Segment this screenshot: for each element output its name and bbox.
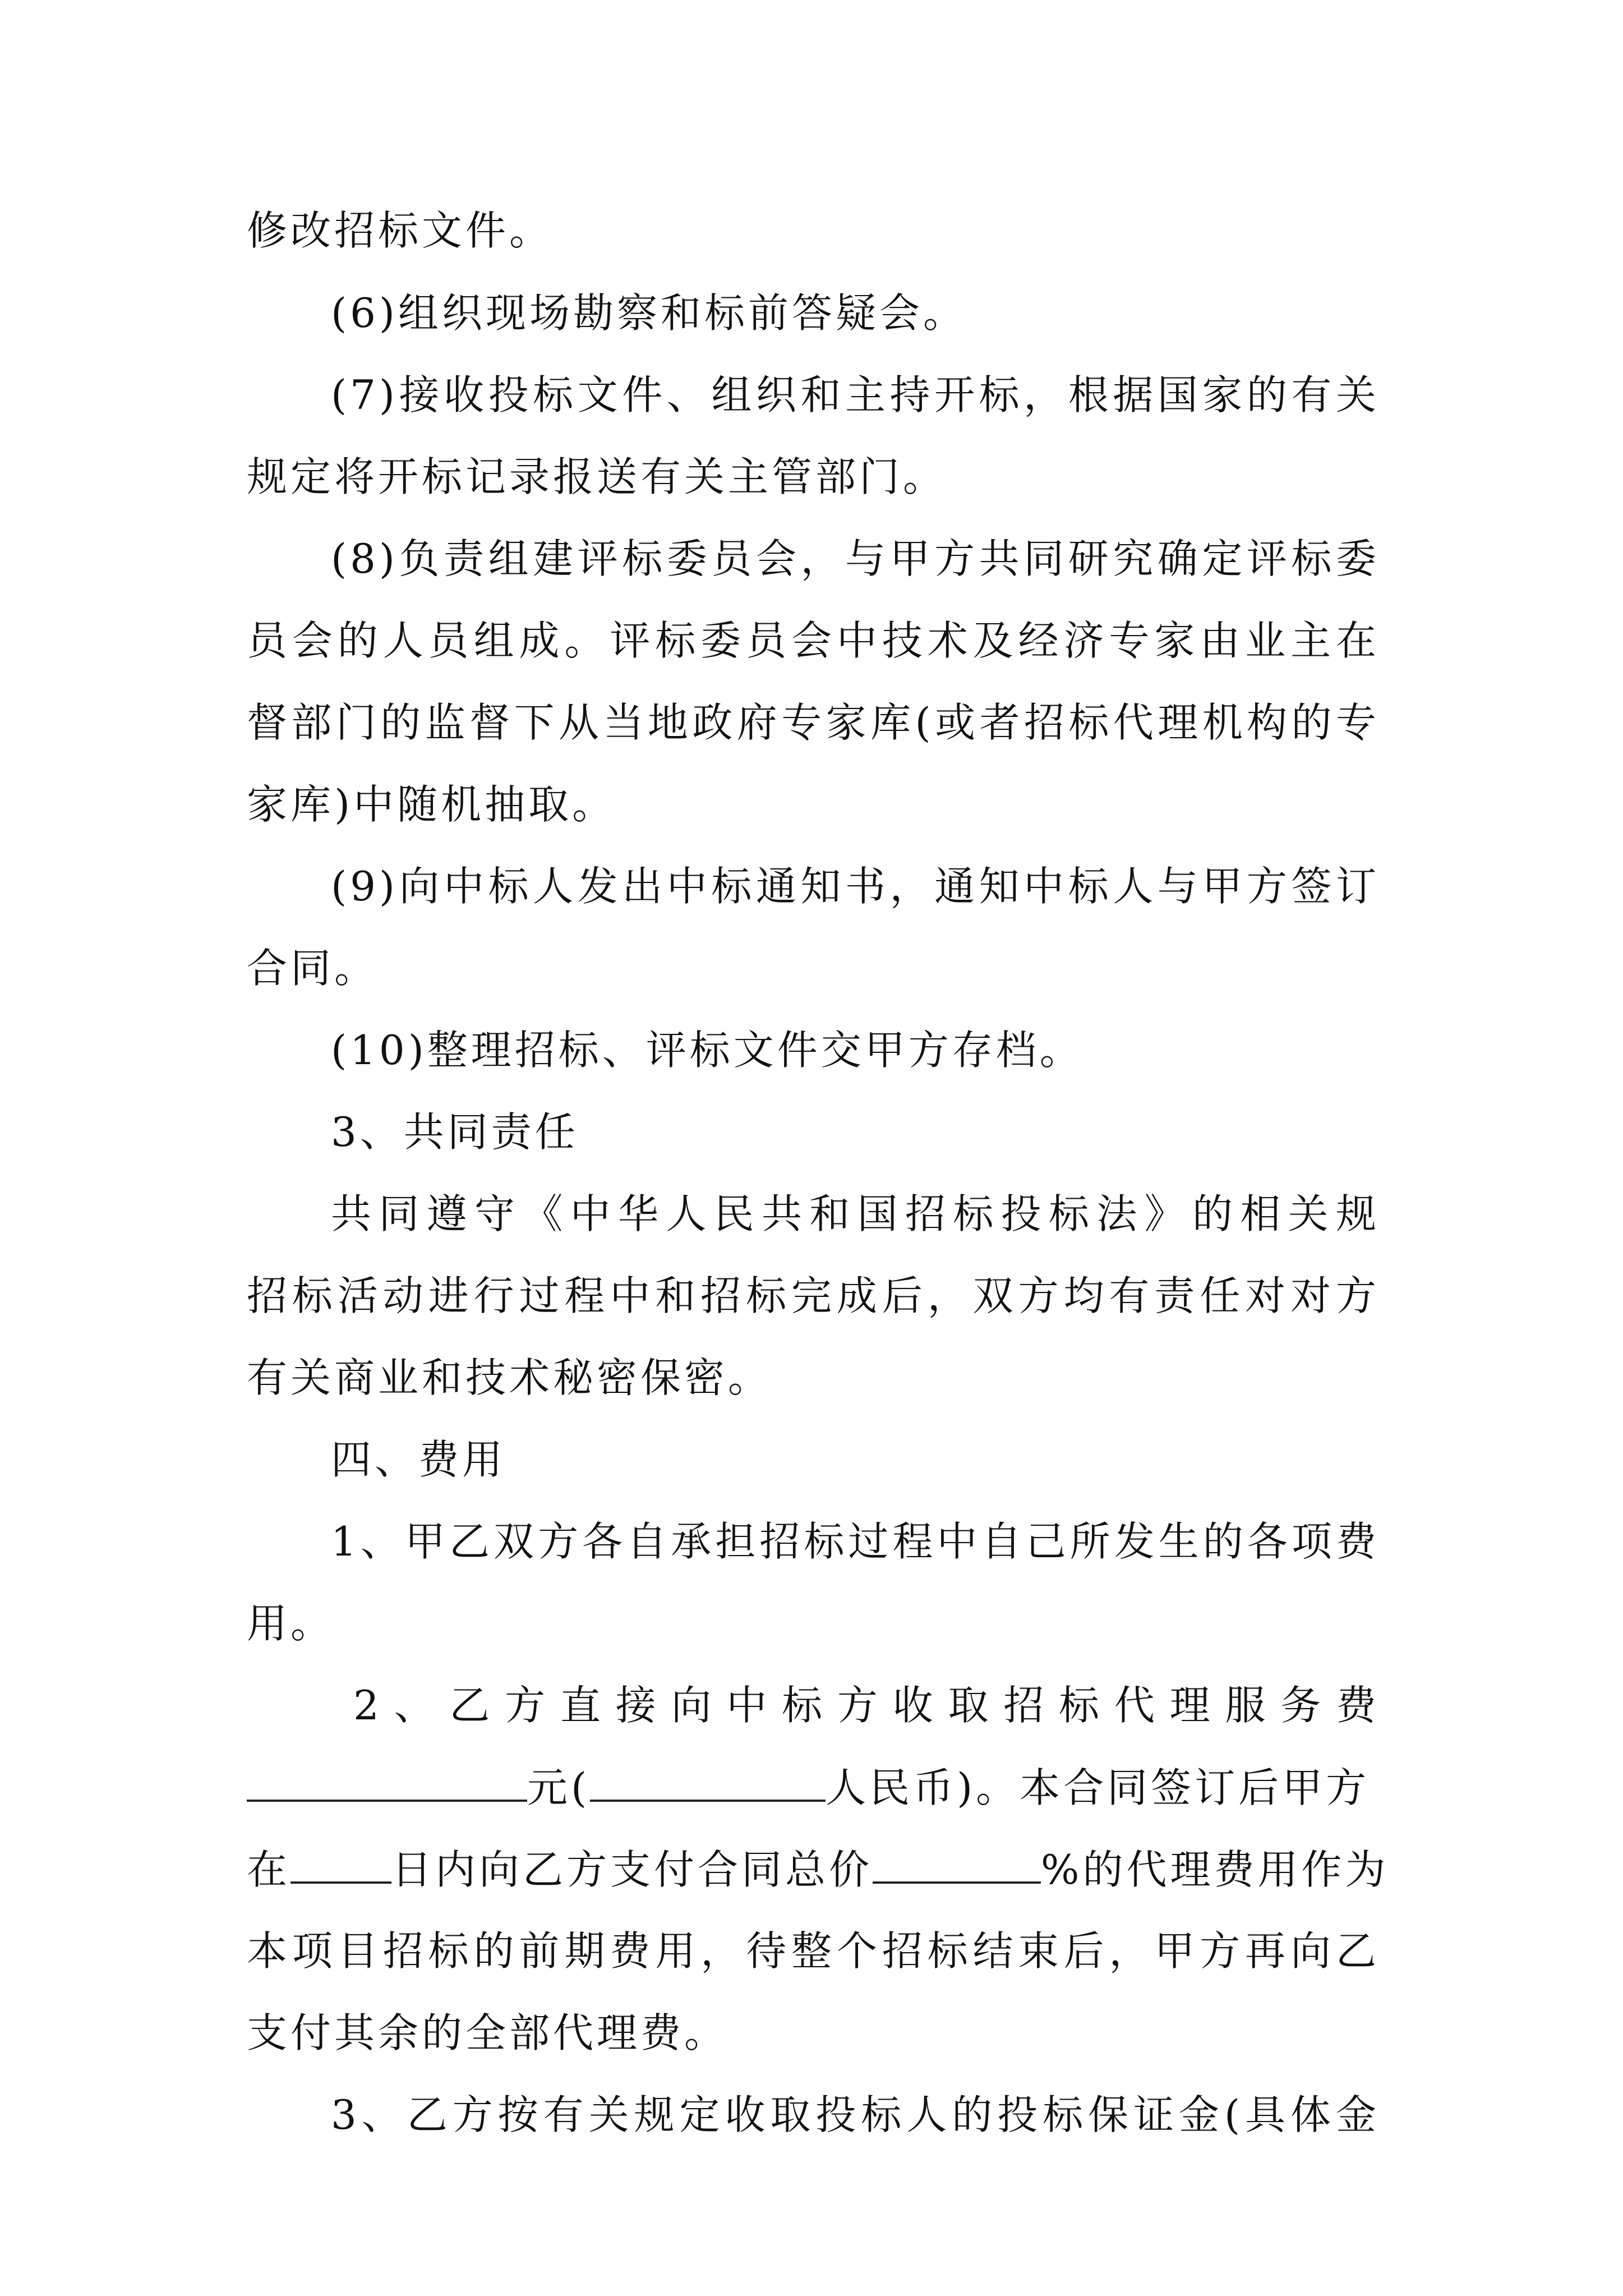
percent-blank[interactable] — [873, 1842, 1041, 1884]
paragraph-line: 家库)中随机抽取。 — [247, 781, 616, 828]
paragraph-line: (9)向中标人发出中标通知书，通知中标人与甲方签订 — [331, 863, 1380, 910]
fee-currency-blank[interactable] — [590, 1760, 826, 1802]
paragraph-line: 合同。 — [247, 945, 379, 992]
paragraph-line: 员会的人员组成。评标委员会中技术及经济专家由业主在 — [247, 617, 1380, 664]
blank-label: %的代理费用作为 — [1041, 1846, 1389, 1893]
paragraph-line: (8)负责组建评标委员会，与甲方共同研究确定评标委 — [331, 535, 1380, 582]
paragraph-line: 督部门的监督下从当地政府专家库(或者招标代理机构的专 — [247, 699, 1380, 746]
paragraph-line — [247, 1842, 1389, 1896]
paragraph-line: 用。 — [247, 1600, 335, 1647]
paragraph-line: 共同遵守《中华人民共和国招标投标法》的相关规 — [331, 1190, 1380, 1237]
paragraph-line: 支付其余的全部代理费。 — [247, 2009, 728, 2056]
paragraph-line: 1、甲乙双方各自承担招标过程中自己所发生的各项费 — [331, 1518, 1380, 1565]
paragraph-line: 规定将开标记录报送有关主管部门。 — [247, 453, 947, 500]
days-blank[interactable] — [291, 1842, 391, 1884]
blank-label: 日内向乙方支付合同总价 — [391, 1846, 873, 1893]
paragraph-line: 3、乙方按有关规定收取投标人的投标保证金(具体金 — [331, 2091, 1380, 2138]
paragraph-line — [247, 1760, 1380, 1814]
blank-label: 人民币)。本合同签订后甲方 — [826, 1764, 1370, 1811]
fee-amount-blank[interactable] — [247, 1760, 527, 1802]
paragraph-line: (7)接收投标文件、组织和主持开标，根据国家的有关 — [331, 371, 1380, 418]
section-heading: 四、费用 — [331, 1436, 506, 1483]
paragraph-line: 修改招标文件。 — [247, 207, 554, 254]
paragraph-line: 2、乙方直接向中标方收取招标代理服务费 — [353, 1682, 1380, 1729]
paragraph-line: (10)整理招标、评标文件交甲方存档。 — [331, 1027, 1083, 1074]
paragraph-line: 有关商业和技术秘密保密。 — [247, 1354, 772, 1401]
paragraph-line: 本项目招标的前期费用，待整个招标结束后，甲方再向乙 — [247, 1927, 1380, 1975]
paragraph-line: 招标活动进行过程中和招标完成后，双方均有责任对对方 — [247, 1272, 1380, 1319]
section-heading: 3、共同责任 — [331, 1108, 579, 1156]
blank-label: 在 — [247, 1846, 291, 1893]
paragraph-line: (6)组织现场勘察和标前答疑会。 — [331, 289, 967, 337]
blank-label: 元( — [527, 1764, 591, 1811]
